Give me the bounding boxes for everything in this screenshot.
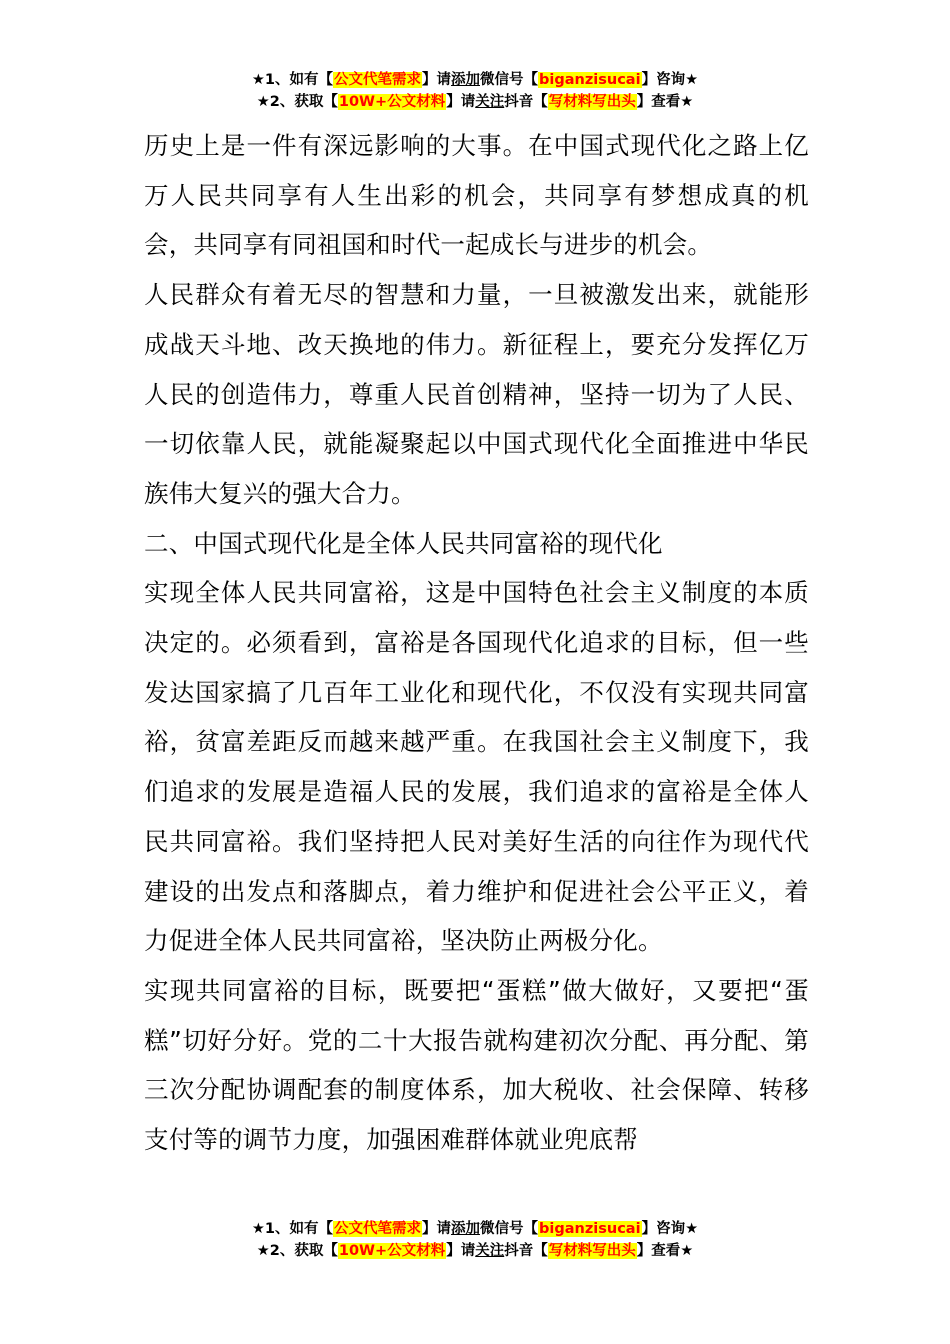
banner-underlined-text: 关注: [475, 1243, 505, 1259]
banner-text: 】查看★: [636, 94, 694, 110]
banner-underlined-text: 添加: [451, 1221, 481, 1237]
banner-text: 】查看★: [636, 1243, 694, 1259]
banner-text: ★1、如有【: [251, 1221, 334, 1237]
paragraph-3: 实现全体人民共同富裕，这是中国特色社会主义制度的本质决定的。必须看到，富裕是各国现代化追求的目标，但一些发达国家搞了几百年工业化和现代化，不仅没有实现共同富裕，贫富差距反而越来越严重。在我国社会主义制度下，我们追求的发展是造福人民的发展，我们追求的富裕是全体人民共同富裕。我们坚持把人民对美好生活的向往作为现代代建设的出发点和落脚点，着力维护和促进社会公平正义，着力促进全体人民共同富裕，坚决防止两极分化。: [144, 578, 809, 956]
banner-line-2: [0, 91, 950, 113]
header-banner: [0, 69, 950, 113]
highlight-service: 公文代笔需求: [334, 1221, 422, 1237]
banner-text: 】请: [422, 1221, 452, 1237]
banner-text: 】请: [446, 1243, 476, 1259]
highlight-douyin-account: 写材料写出头: [548, 94, 636, 110]
banner-text: 】咨询★: [641, 72, 699, 88]
highlight-douyin-account: 写材料写出头: [548, 1243, 636, 1259]
highlight-wechat-id: biganzisucai: [539, 1221, 641, 1237]
banner-line-1: [0, 69, 950, 91]
section-heading: 二、中国式现代化是全体人民共同富裕的现代化: [144, 528, 663, 558]
banner-text: ★2、获取【: [256, 1243, 338, 1259]
banner-line-2: [0, 1240, 950, 1262]
paragraph-1: 历史上是一件有深远影响的大事。在中国式现代化之路上亿万人民共同享有人生出彩的机会，共同享有梦想成真的机会，共同享有同祖国和时代一起成长与进步的机会。: [144, 131, 809, 260]
highlight-wechat-id: biganzisucai: [539, 72, 641, 88]
banner-underlined-text: 添加: [451, 72, 481, 88]
highlight-materials: 10W+公文材料: [338, 94, 446, 110]
paragraph-2: 人民群众有着无尽的智慧和力量，一旦被激发出来，就能形成战天斗地、改天换地的伟力。新征程上，要充分发挥亿万人民的创造伟力，尊重人民首创精神，坚持一切为了人民、一切依靠人民，就能凝聚起以中国式现代化全面推进中华民族伟大复兴的强大合力。: [144, 280, 809, 508]
banner-text: 】请: [446, 94, 476, 110]
banner-text: 】咨询★: [641, 1221, 699, 1237]
banner-text: 抖音【: [504, 94, 548, 110]
banner-text: 微信号【: [480, 1221, 539, 1237]
banner-text: 微信号【: [480, 72, 539, 88]
banner-underlined-text: 关注: [475, 94, 505, 110]
document-body: [144, 121, 809, 1165]
paragraph-4: 实现共同富裕的目标，既要把“蛋糕”做大做好，又要把“蛋糕”切好分好。党的二十大报告就构建初次分配、再分配、第三次分配协调配套的制度体系，加大税收、社会保障、转移支付等的调节力度，加强困难群体就业兜底帮: [144, 975, 809, 1155]
footer-banner: [0, 1218, 950, 1262]
highlight-service: 公文代笔需求: [334, 72, 422, 88]
banner-text: 】请: [422, 72, 452, 88]
banner-text: 抖音【: [504, 1243, 548, 1259]
banner-text: ★1、如有【: [251, 72, 334, 88]
highlight-materials: 10W+公文材料: [338, 1243, 446, 1259]
banner-line-1: [0, 1218, 950, 1240]
banner-text: ★2、获取【: [256, 94, 338, 110]
